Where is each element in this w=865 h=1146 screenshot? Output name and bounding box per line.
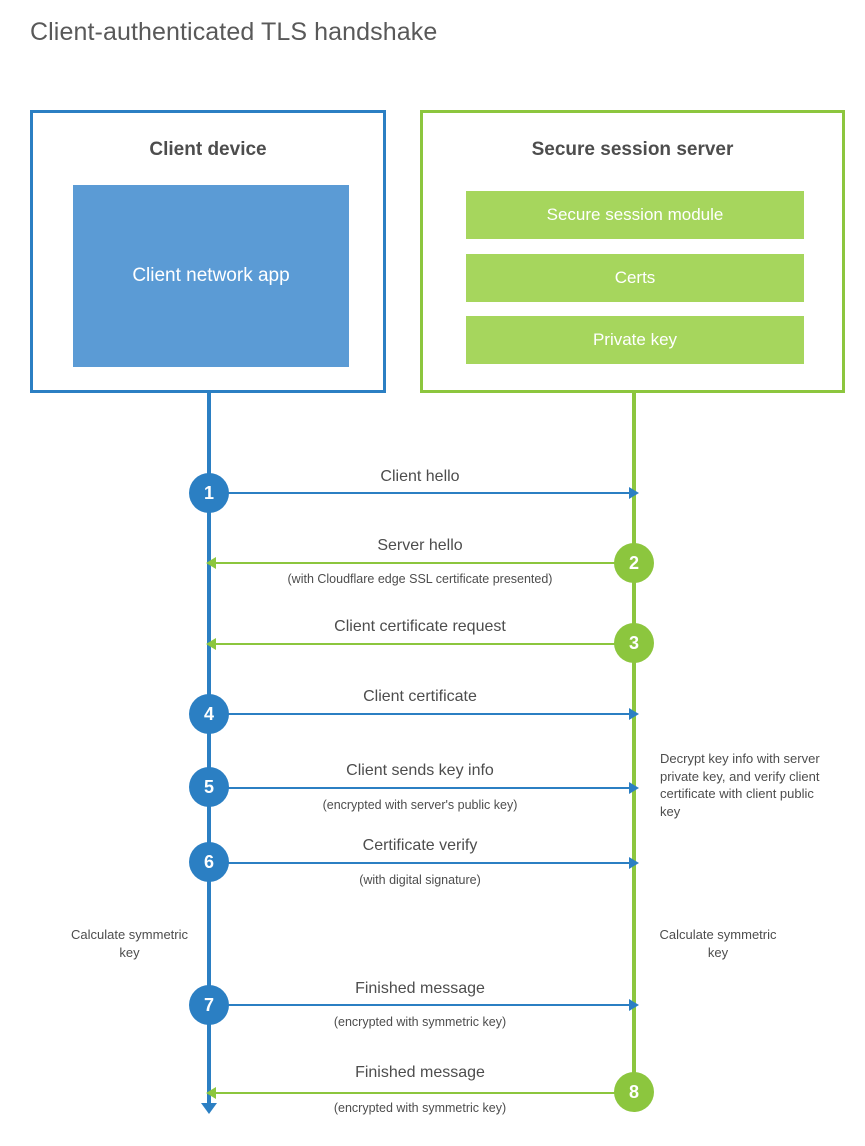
note-decrypt-key-info: Decrypt key info with server private key, and verify client certificate with client public key (660, 751, 820, 819)
step-badge-8: 8 (614, 1072, 654, 1112)
secure-session-server-box (420, 110, 845, 393)
arrow-step-8 (215, 1092, 634, 1094)
step-badge-1: 1 (189, 473, 229, 513)
step-sublabel-7: (encrypted with symmetric key) (333, 1015, 507, 1029)
step-sublabel-8: (encrypted with symmetric key) (333, 1101, 507, 1115)
arrow-step-3 (215, 643, 634, 645)
arrow-step-5 (209, 787, 630, 789)
arrow-step-2 (215, 562, 634, 564)
step-badge-3: 3 (614, 623, 654, 663)
arrowhead-icon (629, 487, 639, 499)
step-label-2: Server hello (377, 537, 463, 554)
client-device-box (30, 110, 386, 393)
step-badge-5: 5 (189, 767, 229, 807)
step-label-5: Client sends key info (346, 762, 494, 779)
client-device-title: Client device (149, 139, 267, 160)
arrowhead-icon (206, 638, 216, 650)
arrow-step-6 (209, 862, 630, 864)
arrowhead-icon (206, 1087, 216, 1099)
step-label-1: Client hello (380, 468, 460, 485)
secure-session-server-title: Secure session server (531, 139, 734, 160)
step-badge-2: 2 (614, 543, 654, 583)
note-client-calculate-symmetric-key: Calculate symmetric key (70, 927, 189, 960)
step-label-7: Finished message (355, 980, 485, 997)
step-sublabel-2: (with Cloudflare edge SSL certificate presented) (287, 572, 553, 586)
step-badge-6: 6 (189, 842, 229, 882)
step-label-4: Client certificate (363, 688, 477, 705)
server-item-private-key: Private key (466, 316, 804, 364)
arrowhead-icon (629, 782, 639, 794)
arrow-step-7 (209, 1004, 630, 1006)
arrowhead-icon (629, 708, 639, 720)
page-title: Client-authenticated TLS handshake (30, 18, 438, 46)
step-label-3: Client certificate request (334, 618, 506, 635)
arrowhead-icon (629, 999, 639, 1011)
arrowhead-icon (206, 557, 216, 569)
step-badge-4: 4 (189, 694, 229, 734)
step-badge-7: 7 (189, 985, 229, 1025)
step-label-6: Certificate verify (362, 837, 478, 854)
note-server-calculate-symmetric-key: Calculate symmetric key (659, 927, 777, 960)
arrow-step-1 (209, 492, 630, 494)
step-sublabel-6: (with digital signature) (359, 873, 481, 887)
step-label-8: Finished message (355, 1064, 485, 1081)
client-network-app: Client network app (73, 185, 349, 367)
arrow-step-4 (209, 713, 630, 715)
step-sublabel-5: (encrypted with server's public key) (322, 798, 518, 812)
arrowhead-icon (629, 857, 639, 869)
server-item-certs: Certs (466, 254, 804, 302)
server-item-secure-session-module: Secure session module (466, 191, 804, 239)
server-lifeline (632, 393, 636, 1104)
